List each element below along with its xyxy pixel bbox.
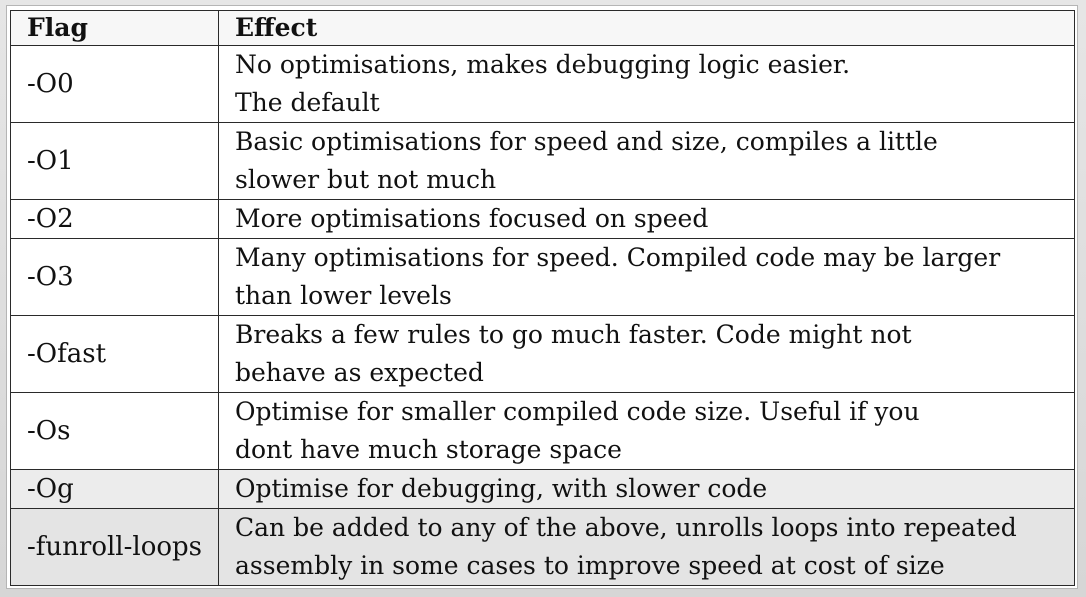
table-row: [11, 200, 1075, 239]
effect-cell: [219, 239, 1075, 316]
effect-line: dont have much storage space: [235, 435, 622, 464]
flag-cell: -funroll-loops: [11, 509, 219, 586]
flag-cell: -O1: [11, 123, 219, 200]
flag-column-header: Flag: [11, 11, 219, 46]
table-row: [11, 316, 1075, 393]
effect-cell: [219, 316, 1075, 393]
flag-cell: -O2: [11, 200, 219, 239]
flag-cell: -Os: [11, 393, 219, 470]
effect-cell: [219, 123, 1075, 200]
effect-line: behave as expected: [235, 358, 484, 387]
effect-line: Optimise for debugging, with slower code: [235, 474, 768, 503]
flag-cell: -O0: [11, 46, 219, 123]
effect-line: Optimise for smaller compiled code size. Useful if you: [235, 397, 920, 426]
effect-line: assembly in some cases to improve speed at cost of size: [235, 551, 945, 580]
table-row: [11, 393, 1075, 470]
table-row: [11, 123, 1075, 200]
effect-line: Many optimisations for speed. Compiled code may be larger: [235, 243, 1001, 272]
effect-line: than lower levels: [235, 281, 452, 310]
effect-line: Breaks a few rules to go much faster. Code might not: [235, 320, 912, 349]
effect-cell: [219, 509, 1075, 586]
effect-line: Can be added to any of the above, unrolls loops into repeated: [235, 513, 1017, 542]
effect-line: Basic optimisations for speed and size, compiles a little: [235, 127, 938, 156]
effect-line: More optimisations focused on speed: [235, 204, 709, 233]
effect-line: slower but not much: [235, 165, 497, 194]
table-row: [11, 509, 1075, 586]
table-row: [11, 239, 1075, 316]
flag-cell: -O3: [11, 239, 219, 316]
effect-cell: [219, 46, 1075, 123]
table-row: [11, 46, 1075, 123]
effect-cell: [219, 200, 1075, 239]
flag-cell: -Og: [11, 470, 219, 509]
compiler-flags-table: [10, 10, 1075, 586]
table-row: [11, 470, 1075, 509]
effect-line: The default: [235, 88, 380, 117]
effect-line: No optimisations, makes debugging logic easier.: [235, 50, 851, 79]
effect-cell: [219, 393, 1075, 470]
table-header-row: [11, 11, 1075, 46]
flag-cell: -Ofast: [11, 316, 219, 393]
effect-column-header: Effect: [219, 11, 1075, 46]
effect-cell: [219, 470, 1075, 509]
